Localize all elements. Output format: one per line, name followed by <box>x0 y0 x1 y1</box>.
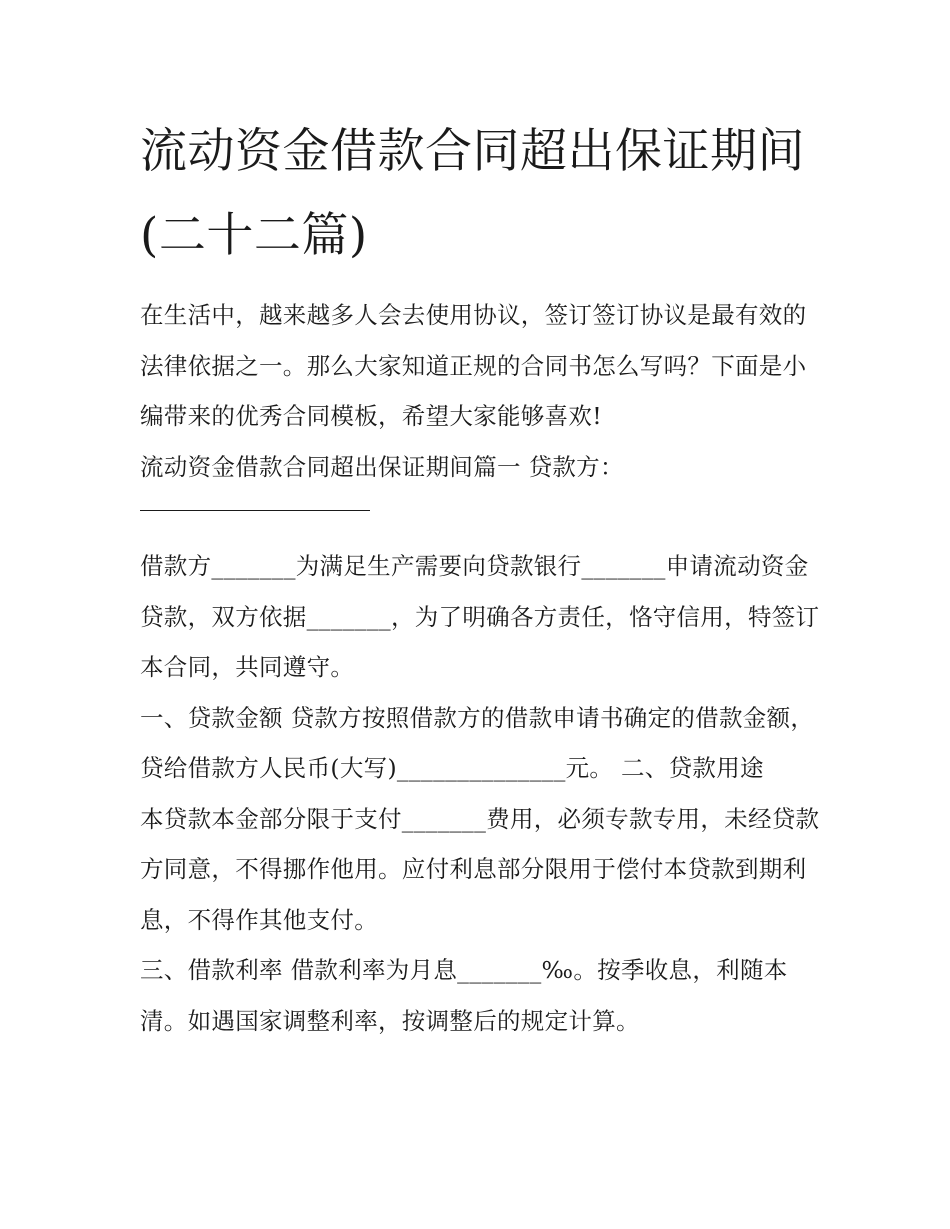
document-page <box>140 110 820 1046</box>
lender-blank-line <box>140 510 370 511</box>
borrower-paragraph: 借款方_______为满足生产需要向贷款银行_______申请流动资金贷款，双方依据_______，为了明确各方责任，恪守信用，特签订本合同，共同遵守。 <box>140 552 820 681</box>
loan-amount-paragraph: 一、贷款金额 贷款方按照借款方的借款申请书确定的借款金额，贷给借款方人民币(大写)______________元。 二、贷款用途 <box>140 703 815 782</box>
intro-paragraph: 在生活中，越来越多人会去使用协议，签订签订协议是最有效的法律依据之一。那么大家知道正规的合同书怎么写吗？下面是小编带来的优秀合同模板，希望大家能够喜欢! <box>140 301 807 430</box>
loan-purpose-paragraph: 本贷款本金部分限于支付_______费用，必须专款专用，未经贷款方同意，不得挪作他用。应付利息部分限用于偿付本贷款到期利息，不得作其他支付。 <box>140 804 820 934</box>
interest-rate-paragraph: 三、借款利率 借款利率为月息_______‰。按季收息，利随本清。如遇国家调整利率，按调整后的规定计算。 <box>140 956 788 1035</box>
section-heading-paragraph: 流动资金借款合同超出保证期间篇一 贷款方： <box>140 452 624 481</box>
document-title: 流动资金借款合同超出保证期间(二十二篇) <box>140 124 805 263</box>
